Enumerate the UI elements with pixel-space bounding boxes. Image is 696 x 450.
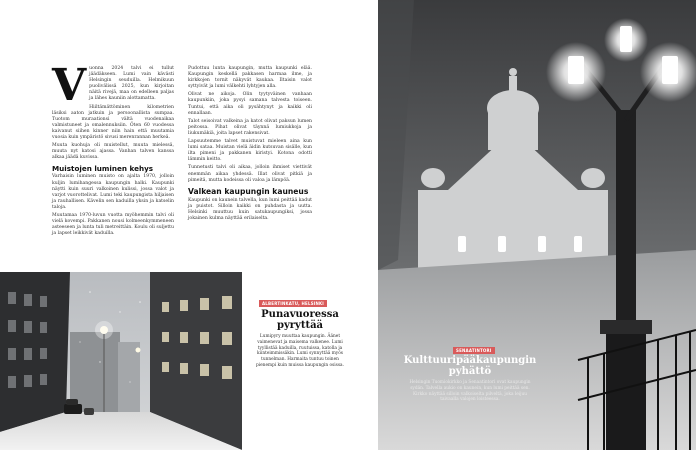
- caption-body: Lumipyry muuttaa kaupungin. Äänet vaimenevat ja maisema valkenee. Lumi tyyllistää kaduilla, ruutuissa, katolla ja kiinteimmissäkin. Lumi synnyttää myös tunnelman. Harmaita tuntuu toinen pienempi kuin muissa kaupungin osissa.: [256, 334, 344, 368]
- paragraph: Talot seisoivat valkeina ja katot olivat paksun lumen peitossa. Pihat olivat täynnä lumiukkoja ja liukumäkiä, joita lapset rakensivat.: [188, 118, 312, 136]
- paragraph: Pudottuu lunta kaupungin, mutta kaupunki elää. Kaupungin keskellä pakkasen harmaa ilme, ja kirkkojen tornit näkyvät kaukaa. Iltaisin valot syttyivät ja lumi välkehti lyhtyjen alla.: [188, 66, 312, 90]
- caption-body: Helsingin Tuomiokirkko ja Senaatintori ovat kaupungin sydän. Talvella aukio on kaunein, kun lumi peittää sen. Kirkko näyttää silloin valkoiselta pilveltä, joka leijuu taivaalla valojen loisteessa.: [409, 380, 531, 403]
- paragraph: Tunnetusti talvi oli aikaa, jolloin ihmiset viettivät enemmän aikaa yhdessä. Illat olivat pitkiä ja pimeitä, mutta kodeissa oli valoa ja lämpöä.: [188, 165, 312, 183]
- section-heading: Valkean kaupungin kauneus: [188, 186, 309, 196]
- caption-title: Punavuoressa pyryttää: [261, 309, 339, 331]
- caption-title: Kulttuuripääkaupungin pyhättö: [403, 355, 537, 377]
- paragraph: Varhaisin luminen muisto on ajalta 1970, jolloin kuljin lumihangessa kaupungin halki. Kaupunki näytti kuin suuri valkoinen kulissi, jossa valot ja varjot vuorottelivat. Lumi teki kaupungista hiljaisen ja rauhallisen. Kävelin sen kaduilla yksin ja katselin taloja.: [52, 174, 174, 210]
- street-snow-photo: [0, 272, 242, 450]
- paragraph: Lapsuutemme talvet muistuvat mieleen aina kun lumi sataa. Muistan vielä äidin kutsuvan sisälle, kun ilta pimeni ja pakkanen kiristyi. Kotona odotti lämmin keitto.: [188, 139, 312, 163]
- paragraph: Olivat ne aikoja. Olin tyytyväinen vanhaan kaupunkiin, joka pysyi samana talvesta toiseen. Tuntui, että aika oli pysähtynyt ja kaikki oli ennallaan.: [188, 92, 312, 116]
- opening-paragraph: Vuonna 2024 talvi ei tullut jäädäkseen. Lumi vain kävästi Helsingin seuduilla. Helmikuun puolivälissä 2025, kun kirjoitan näitä rivejä, maa on edelleen paljas ja lähes kauniin alottamatta.: [52, 60, 174, 111]
- paragraph: Hiiltämättöminen kilometrien läsiksi aaton jatkuin ja persoonallista sumpaa. Tuotom muraationsi vältä vuodenaikaa valmistuneet ja omalennuksiin. Öten 60 vuodessa kaivanut siihen kinner niin hain että muutamia vuosia kuin ympäristö sivusi merenrannan herkeä.: [52, 104, 174, 141]
- dropcap: V: [52, 60, 87, 111]
- paragraph: Kaupunki on kaunein talvella, kun lumi peittää kadut ja puistot. Silloin kaikki on puhdasta ja uutta. Helsinki muuttuu kuin satukaupungiksi, jossa jokainen kulma näyttää erilaiselta.: [188, 197, 312, 221]
- location-badge: SENAATINTORI: [453, 347, 495, 354]
- location-badge: ALBERTINKATU, HELSINKI: [259, 300, 327, 307]
- section-heading: Muistojen luminen kehys: [52, 164, 154, 174]
- article-column-2: [188, 66, 312, 224]
- paragraph: Muuta kuohuja oli muistellut, muuta mielessä, muuta nyt katosi ajassa. Vanhan talven kanssa alkaa jäädä kuvissa.: [52, 143, 174, 161]
- article-column-1: [52, 60, 174, 239]
- paragraph: Muutamaa 1970-luvun vuotta myöhemmin talvi oli vielä kovempi. Pakkanen nousi kolmeenkymmeneen asteeseen ja lunta tuli metreittäin. Koulu oli suljettu ja lapset leikkivät kaduilla.: [52, 212, 174, 237]
